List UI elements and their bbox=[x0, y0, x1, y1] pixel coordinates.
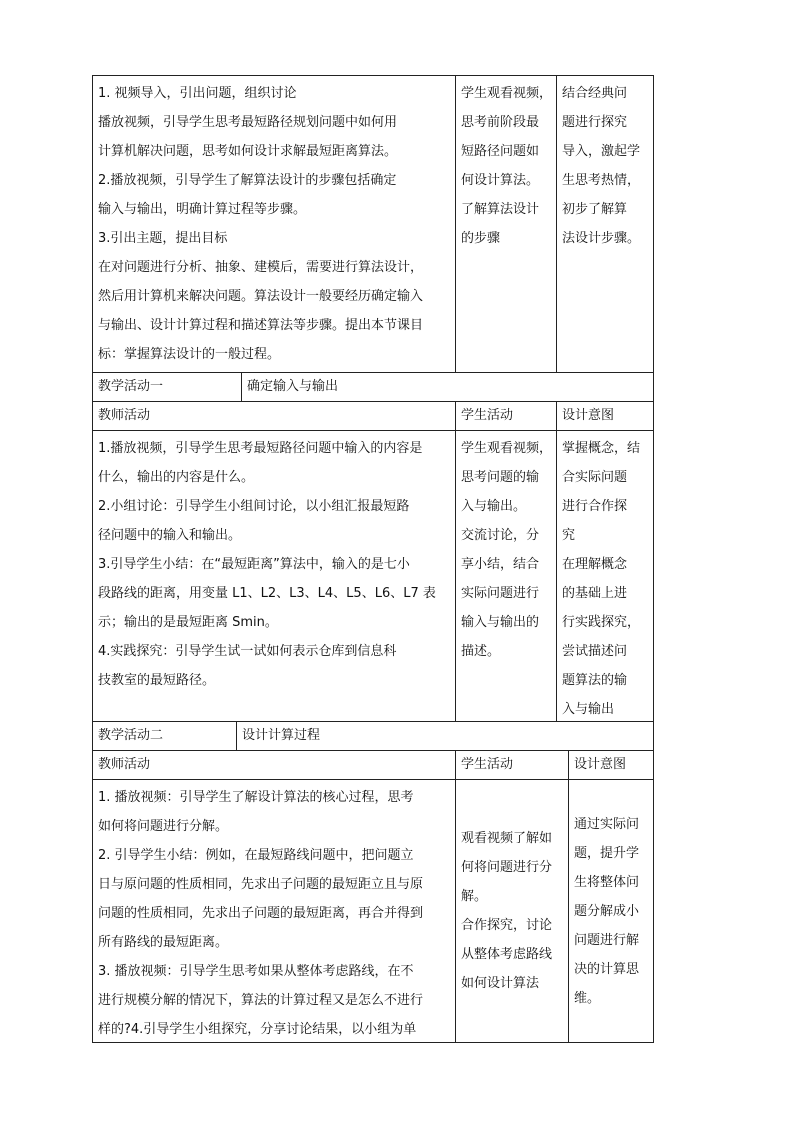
text-line: 然后用计算机来解决问题。算法设计一般要经历确定输入 bbox=[98, 289, 424, 304]
activity2-intent-header: 设计意图 bbox=[568, 751, 653, 779]
text-line: 实际问题进行 bbox=[461, 586, 540, 601]
text-line: 决的计算思 bbox=[574, 961, 640, 977]
text-line: 掌握概念，结 bbox=[562, 441, 641, 456]
text-line: 技教室的最短路径。 bbox=[98, 673, 216, 688]
text-line: 与输出、设计计算过程和描述算法等步骤。提出本节课目 bbox=[98, 318, 424, 333]
intro-row bbox=[93, 76, 653, 372]
text-line: 输入与输出，明确计算过程等步骤。 bbox=[98, 202, 307, 217]
intro-teacher-cell bbox=[93, 76, 455, 372]
intro-intent-cell bbox=[556, 76, 653, 372]
text-line: 尝试描述问 bbox=[562, 644, 628, 659]
activity1-title-row bbox=[93, 372, 653, 401]
text-line: 入与输出。 bbox=[461, 499, 527, 514]
text-line: 所有路线的最短距离。 bbox=[98, 935, 229, 950]
activity2-student-cell bbox=[455, 780, 568, 1042]
text-line: 合作探究，讨论 bbox=[461, 918, 553, 933]
text-line: 输入与输出的 bbox=[461, 615, 540, 630]
activity1-header-row bbox=[93, 401, 653, 430]
text-line: 导入，激起学 bbox=[562, 144, 641, 159]
text-line: 入与输出 bbox=[562, 702, 615, 717]
text-line: 结合经典问 bbox=[562, 86, 628, 101]
text-line: 1.播放视频，引导学生思考最短路径问题中输入的内容是 bbox=[98, 441, 423, 456]
text-line: 观看视频了解如 bbox=[461, 831, 553, 846]
activity2-student-header: 学生活动 bbox=[455, 751, 568, 779]
text-line: 的步骤 bbox=[461, 231, 501, 246]
activity2-teacher-header: 教师活动 bbox=[98, 757, 151, 772]
text-line: 享小结，结合 bbox=[461, 557, 540, 572]
text-line: 在理解概念 bbox=[562, 557, 628, 572]
text-line: 思考前阶段最 bbox=[461, 115, 540, 130]
intro-student-cell bbox=[455, 76, 556, 372]
text-line: 生将整体问 bbox=[574, 874, 640, 890]
activity1-teacher-header: 教师活动 bbox=[98, 408, 151, 423]
text-line: 交流讨论，分 bbox=[461, 528, 540, 543]
activity1-content-row bbox=[93, 430, 653, 721]
activity2-header-row bbox=[93, 750, 653, 779]
text-line: 法设计步骤。 bbox=[562, 231, 641, 246]
text-line: 题分解成小 bbox=[574, 903, 640, 919]
text-line: 2.小组讨论：引导学生小组间讨论，以小组汇报最短路 bbox=[98, 499, 410, 514]
text-line: 什么，输出的内容是什么。 bbox=[98, 470, 255, 485]
text-line: 学生观看视频， bbox=[461, 441, 553, 456]
text-line: 2. 引导学生小结：例如，在最短路线问题中，把问题立 bbox=[98, 848, 414, 863]
text-line: 题进行探究 bbox=[562, 115, 628, 130]
text-line: 如何将问题进行分解。 bbox=[98, 819, 229, 834]
lesson-plan-table bbox=[92, 75, 654, 1043]
text-line: 进行合作探 bbox=[562, 499, 628, 514]
text-line: 通过实际问 bbox=[574, 816, 640, 832]
activity2-label: 教学活动二 bbox=[98, 728, 164, 743]
text-line: 3.引出主题，提出目标 bbox=[98, 231, 228, 246]
text-line: 维。 bbox=[574, 990, 601, 1006]
text-line: 问题进行解 bbox=[574, 932, 640, 948]
text-line: 径问题中的输入和输出。 bbox=[98, 528, 242, 543]
text-line: 描述。 bbox=[461, 644, 501, 659]
activity2-teacher-cell bbox=[93, 780, 455, 1042]
text-line: 从整体考虑路线 bbox=[461, 947, 553, 962]
activity1-title: 确定输入与输出 bbox=[241, 373, 653, 401]
text-line: 播放视频，引导学生思考最短路径规划问题中如何用 bbox=[98, 115, 398, 130]
activity2-intent-cell bbox=[568, 780, 653, 1042]
text-line: 生思考热情， bbox=[562, 173, 641, 188]
text-line: 学生观看视频， bbox=[461, 86, 553, 101]
activity1-intent-header: 设计意图 bbox=[556, 402, 653, 430]
activity1-intent-cell bbox=[556, 431, 653, 721]
text-line: 在对问题进行分析、抽象、建模后，需要进行算法设计， bbox=[98, 260, 424, 275]
text-line: 题，提升学 bbox=[574, 845, 640, 861]
text-line: 如何设计算法 bbox=[461, 976, 540, 991]
text-line: 标：掌握算法设计的一般过程。 bbox=[98, 347, 281, 362]
text-line: 初步了解算 bbox=[562, 202, 628, 217]
text-line: 1. 视频导入，引出问题，组织讨论 bbox=[98, 86, 297, 101]
text-line: 题算法的输 bbox=[562, 673, 628, 688]
text-line: 短路径问题如 bbox=[461, 144, 540, 159]
text-line: 何设计算法。 bbox=[461, 173, 540, 188]
text-line: 行实践探究， bbox=[562, 615, 641, 630]
text-line: 的基础上进 bbox=[562, 586, 628, 601]
text-line: 示；输出的是最短距离 Smin。 bbox=[98, 615, 278, 630]
activity1-student-cell bbox=[455, 431, 556, 721]
text-line: 问题的性质相同，先求出子问题的最短距离，再合并得到 bbox=[98, 906, 424, 921]
text-line: 日与原问题的性质相同，先求出子问题的最短距立且与原 bbox=[98, 877, 424, 892]
activity1-label: 教学活动一 bbox=[98, 379, 164, 394]
text-line: 4.实践探究：引导学生试一试如何表示仓库到信息科 bbox=[98, 644, 397, 659]
text-line: 合实际问题 bbox=[562, 470, 628, 485]
activity1-student-header: 学生活动 bbox=[455, 402, 556, 430]
text-line: 解。 bbox=[461, 889, 488, 904]
text-line: 思考问题的输 bbox=[461, 470, 540, 485]
activity2-title-row bbox=[93, 721, 653, 750]
text-line: 进行规模分解的情况下，算法的计算过程又是怎么不进行 bbox=[98, 993, 424, 1008]
text-line: 段路线的距离，用变量 L1、L2、L3、L4、L5、L6、L7 表 bbox=[98, 586, 436, 601]
text-line: 究 bbox=[562, 528, 576, 543]
text-line: 计算机解决问题，思考如何设计求解最短距离算法。 bbox=[98, 144, 398, 159]
activity2-content-row bbox=[93, 779, 653, 1042]
text-line: 3. 播放视频：引导学生思考如果从整体考虑路线，在不 bbox=[98, 964, 414, 979]
text-line: 样的?4.引导学生小组探究，分享讨论结果，以小组为单 bbox=[98, 1022, 417, 1037]
activity1-teacher-cell bbox=[93, 431, 455, 721]
activity2-title: 设计计算过程 bbox=[236, 722, 653, 750]
text-line: 2.播放视频，引导学生了解算法设计的步骤包括确定 bbox=[98, 173, 397, 188]
text-line: 何将问题进行分 bbox=[461, 860, 553, 875]
text-line: 3.引导学生小结：在“最短距离”算法中，输入的是七小 bbox=[98, 557, 410, 572]
text-line: 1. 播放视频：引导学生了解设计算法的核心过程，思考 bbox=[98, 790, 414, 805]
text-line: 了解算法设计 bbox=[461, 202, 540, 217]
